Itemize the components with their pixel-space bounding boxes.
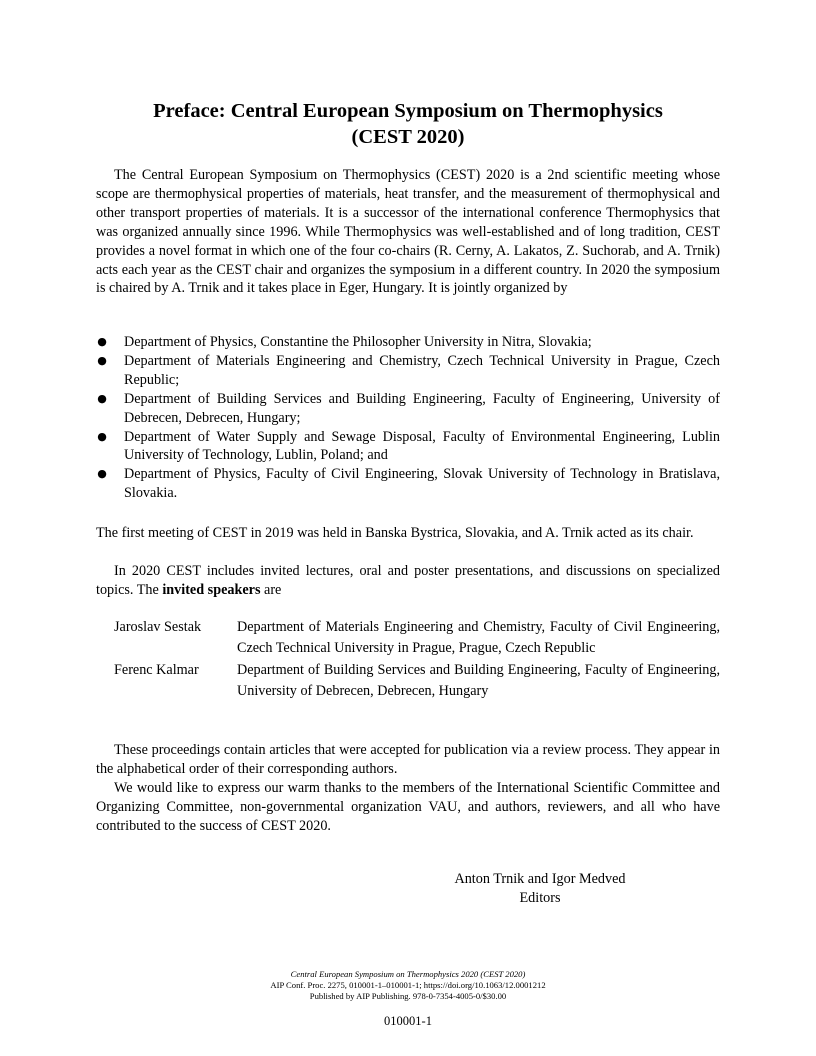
invited-speakers-list (114, 617, 720, 703)
organizer-item (96, 465, 720, 503)
page-number: 010001-1 (384, 1014, 432, 1028)
organizer-item (96, 352, 720, 390)
cest2020-text-after: are (260, 581, 282, 598)
thanks-paragraph: We would like to express our warm thanks to the members of the International Scientific Committee and Organizing Committee, non-governmental organization VAU, and authors, reviewers, and all who have contributed to the success of CEST 2020. (96, 780, 720, 834)
speaker-affiliation: Department of Materials Engineering and Chemistry, Faculty of Civil Engineering, Czech Technical University in Prague, Prague, Czech Republic (237, 619, 720, 656)
speaker-affiliation: Department of Building Services and Building Engineering, Faculty of Engineering, University of Debrecen, Debrecen, Hungary (237, 662, 720, 699)
footer-journal: Central European Symposium on Thermophysics 2020 (CEST 2020) (290, 969, 526, 979)
bullet-icon: ● (97, 391, 107, 405)
bullet-icon: ● (97, 467, 107, 481)
title-line-2: (CEST 2020) (351, 126, 465, 148)
organizer-text: Department of Physics, Constantine the Philosopher University in Nitra, Slovakia; (124, 334, 592, 350)
editor-role: Editors (519, 889, 561, 906)
organizer-text: Department of Water Supply and Sewage Disposal, Faculty of Environmental Engineering, Lublin University of Technology, Lublin, Poland; and (124, 428, 720, 464)
speaker-name: Jaroslav Sestak (114, 619, 202, 635)
organizer-text: Department of Physics, Faculty of Civil Engineering, Slovak University of Technology in Bratislava, Slovakia. (124, 466, 720, 502)
speaker-name: Ferenc Kalmar (114, 662, 199, 678)
editors-signature (420, 870, 660, 908)
title-line-1: Preface: Central European Symposium on Thermophysics (153, 100, 663, 122)
footer-citation: AIP Conf. Proc. 2275, 010001-1–010001-1; https://doi.org/10.1063/12.0001212 (270, 979, 546, 990)
organizer-text: Department of Building Services and Building Engineering, Faculty of Engineering, University of Debrecen, Debrecen, Hungary; (124, 390, 720, 426)
bullet-icon: ● (97, 429, 107, 443)
organizers-list (96, 333, 720, 503)
publication-footer (180, 969, 636, 1001)
intro-paragraph: The Central European Symposium on Thermophysics (CEST) 2020 is a 2nd scientific meeting whose scope are thermophysical properties of materials, heat transfer, and the measurement of thermophysical and other transport properties of materials. It is a successor of the international conference Thermophysics that was organized annually since 1996. While Thermophysics was well-established and of long tradition, CEST provides a novel format in which one of the four co-chairs (R. Cerny, A. Lakatos, Z. Suchorab, and A. Trnik) acts each year as the CEST chair and organizes the symposium in a different country. In 2020 the symposium is chaired by A. Trnik and it takes place in Eger, Hungary. It is jointly organized by (96, 167, 720, 297)
proceedings-paragraph: These proceedings contain articles that were accepted for publication via a review process. They appear in the alphabetical order of their corresponding authors. (96, 742, 720, 777)
organizer-text: Department of Materials Engineering and Chemistry, Czech Technical University in Prague, Czech Republic; (124, 352, 720, 388)
organizer-item (96, 333, 720, 352)
cest2020-paragraph (96, 562, 720, 600)
organizer-item (96, 390, 720, 428)
organizer-item (96, 428, 720, 466)
speaker-row (114, 660, 720, 702)
cest2020-text-before: In 2020 CEST includes invited lectures, oral and poster presentations, and discussions on specialized topics. The (96, 563, 720, 598)
first-meeting-paragraph: The first meeting of CEST in 2019 was held in Banska Bystrica, Slovakia, and A. Trnik acted as its chair. (96, 525, 694, 541)
footer-publisher: Published by AIP Publishing. 978-0-7354-4005-0/$30.00 (309, 990, 507, 1001)
speaker-row (114, 617, 720, 659)
bullet-icon: ● (97, 353, 107, 367)
invited-speakers-emphasis: invited speakers (162, 581, 261, 598)
page-title (96, 98, 720, 150)
editor-names: Anton Trnik and Igor Medved (454, 871, 626, 887)
bullet-icon: ● (97, 335, 107, 348)
